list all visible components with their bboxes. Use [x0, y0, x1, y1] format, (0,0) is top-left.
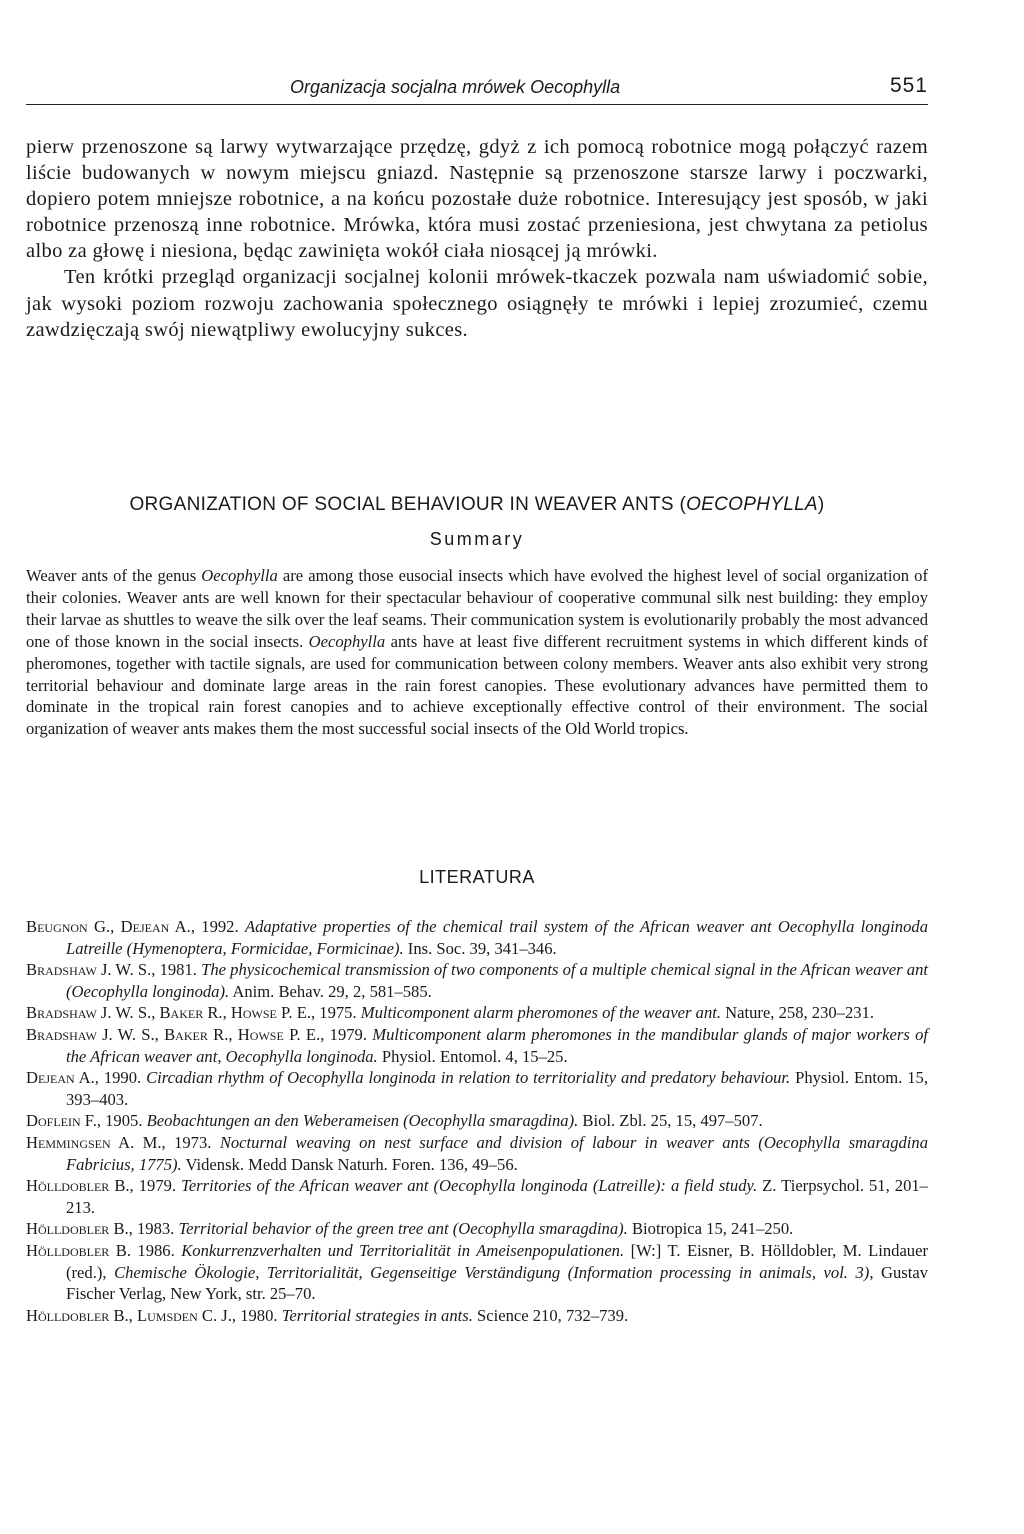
- reference-item: Bradshaw J. W. S., Baker R., Howse P. E., 1979. Multicomponent alarm pheromones in the mandibular glands of major workers of the African weaver ant, Oecophylla longinoda. Physiol. Entomol. 4, 15–25.: [26, 1024, 928, 1066]
- reference-item: Dejean A., 1990. Circadian rhythm of Oecophylla longinoda in relation to territoriality and predatory behaviour. Physiol. Entom. 15, 393–403.: [26, 1068, 928, 1109]
- summary-heading: ORGANIZATION OF SOCIAL BEHAVIOUR IN WEAVER ANTS (OECOPHYLLA): [129, 494, 825, 515]
- reference-item: Hölldobler B. 1986. Konkurrenzverhalten und Territorialität in Ameisenpopulationen. [W:] T. Eisner, B. Hölldobler, M. Lindauer (red.), Chemische Ökologie, Territorialität, Gegenseitige Verständigung (Information processing in animals, vol. 3), Gustav Fischer Verlag, New York, str. 25–70.: [26, 1240, 928, 1304]
- reference-item: Bradshaw J. W. S., Baker R., Howse P. E., 1975. Multicomponent alarm pheromones of the weaver ant. Nature, 258, 230–231.: [26, 1003, 875, 1023]
- polish-paragraph-1: pierw przenoszone są larwy wytwarzające przędzę, gdyż z ich pomocą robotnice mogą połączyć razem liście budowanych w nowym miejscu gniazd. Następnie są przenoszone starsze larwy i poczwarki, dopiero potem mniejsze robotnice, a na końcu pozostałe duże robotnice. Interesujący jest sposób, w jaki robotnice przenoszą inne robotnice. Mrówka, która musi zostać przeniesiona, jest chwytana za petiolus albo za głowę i niesiona, będąc zawinięta wokół ciała niosącej ją mrówki.: [26, 136, 928, 263]
- literature-heading: LITERATURA: [419, 867, 535, 887]
- summary-paragraph: Weaver ants of the genus Oecophylla are among those eusocial insects which have evolved the highest level of social organization of their colonies. Weaver ants are well known for their spectacular behaviour of cooperative communal silk nest building: they employ their larvae as shuttles to weave the silk over the leaf seams. Their communication system is evolutionarily probably the most advanced one of those known in the social insects. Oecophylla ants have at least five different recruitment systems in which different kinds of pheromones, together with tactile signals, are used for communication between colony members. Weaver ants also exhibit very strong territorial behaviour and dominate large areas in the rain forest canopies. These evolutionary advances have permitted them to dominate in the tropical rain forest canopies and to achieve exceptionally effective control of their environment. The social organization of weaver ants makes them the most successful social insects of the Old World tropics.: [26, 566, 928, 739]
- running-header: [26, 74, 928, 105]
- reference-item: Hölldobler B., 1979. Territories of the African weaver ant (Oecophylla longinoda (Latreille): a field study. Z. Tierpsychol. 51, 201–213.: [26, 1176, 928, 1217]
- reference-item: Beugnon G., Dejean A., 1992. Adaptative properties of the chemical trail system of the African weaver ant Oecophylla longinoda Latreille (Hymenoptera, Formicidae, Formicinae). Ins. Soc. 39, 341–346.: [26, 917, 928, 958]
- polish-body-text: [26, 134, 928, 343]
- reference-item: Hölldobler B., Lumsden C. J., 1980. Territorial strategies in ants. Science 210, 732–739.: [26, 1305, 629, 1325]
- polish-paragraph-2: Ten krótki przegląd organizacji socjalnej kolonii mrówek-tkaczek pozwala nam uświadomić sobie, jak wysoki poziom rozwoju zachowania społecznego osiągnęły te mrówki i lepiej zrozumieć, czemu zawdzięczają swój niewątpliwy ewolucyjny sukces.: [26, 266, 928, 341]
- running-title: Organizacja socjalna mrówek Oecophylla: [290, 77, 621, 97]
- reference-item: Doflein F., 1905. Beobachtungen an den Weberameisen (Oecophylla smaragdina). Biol. Zbl. 25, 15, 497–507.: [26, 1111, 763, 1131]
- reference-item: Hölldobler B., 1983. Territorial behavior of the green tree ant (Oecophylla smaragdina). Biotropica 15, 241–250.: [26, 1219, 794, 1239]
- reference-list: [26, 916, 928, 1326]
- page-number: 551: [889, 74, 928, 97]
- summary-label: Summary: [429, 529, 525, 549]
- reference-item: Hemmingsen A. M., 1973. Nocturnal weaving on nest surface and division of labour in weaver ants (Oecophylla smaragdina Fabricius, 1775). Vidensk. Medd Dansk Naturh. Foren. 136, 49–56.: [26, 1132, 928, 1174]
- reference-item: Bradshaw J. W. S., 1981. The physicochemical transmission of two components of a multiple chemical signal in the African weaver ant (Oecophylla longinoda). Anim. Behav. 29, 2, 581–585.: [26, 960, 928, 1001]
